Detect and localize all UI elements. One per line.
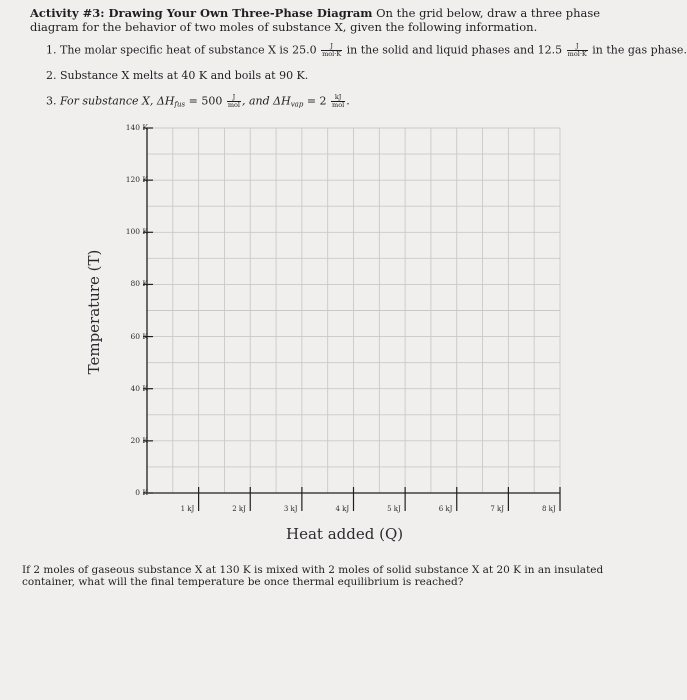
unit-fraction: $\frac{J}{\text{mol}}$	[227, 93, 240, 109]
item-number: 1.	[46, 43, 57, 57]
activity-title: Activity #3: Drawing Your Own Three-Phase Diagram	[30, 6, 373, 20]
x-tick-label: 7 kJ	[490, 505, 505, 513]
activity-instructions: On the grid below, draw a three phase diagram for the behavior of two moles of substance X, given the following information.	[30, 6, 601, 34]
x-tick-label: 3 kJ	[283, 505, 298, 513]
item-number: 3.	[46, 94, 57, 108]
item-text: For substance X, ΔH	[60, 94, 175, 108]
question-text: If 2 moles of gaseous substance X at 130 K is mixed with 2 moles of solid substance X at 20 K in an insulated container, what will the final temperature be once thermal equilibrium is reached?	[22, 564, 604, 588]
y-tick-label: 100 K	[125, 227, 148, 237]
x-tick-label: 4 kJ	[335, 505, 350, 513]
y-tick-label: 140 K	[125, 123, 148, 132]
y-tick-label: 80 K	[130, 279, 148, 289]
x-axis-label: Heat added (Q)	[286, 525, 404, 543]
item-number: 2.	[46, 69, 57, 82]
item-text: , and ΔH	[242, 94, 291, 108]
y-tick-label: 60 K	[130, 331, 148, 341]
item-text: .	[346, 94, 350, 108]
subscript-vap: vap	[290, 100, 304, 109]
x-tick-label: 5 kJ	[387, 505, 401, 513]
subscript-fus: fus	[174, 100, 186, 109]
unit-fraction: $\frac{kJ}{\text{mol}}$	[332, 93, 345, 109]
item-text: in the gas phase.	[592, 43, 687, 57]
y-tick-label: 0 K	[135, 488, 148, 497]
item-value: = 2	[306, 94, 327, 108]
item-text: The molar specific heat of substance X is 25.0	[60, 43, 317, 57]
item-text: Substance X melts at 40 K and boils at 90 K.	[60, 69, 309, 82]
y-axis-label: Temperature (T)	[85, 249, 103, 375]
x-tick-label: 8 kJ	[542, 505, 556, 513]
y-tick-label: 40 K	[130, 383, 148, 393]
x-tick-label: 2 kJ	[232, 505, 246, 513]
unit-fraction: $\frac{J}{\text{mol·K}}$	[322, 42, 342, 58]
x-tick-label: 1 kJ	[180, 505, 195, 513]
item-text: in the solid and liquid phases and 12.5	[346, 43, 563, 57]
x-tick-label: 6 kJ	[438, 505, 453, 513]
y-tick-label: 120 K	[125, 175, 148, 185]
y-tick-label: 20 K	[130, 435, 148, 445]
item-value: = 500	[188, 94, 223, 108]
unit-fraction: $\frac{J}{\text{mol·K}}$	[567, 42, 587, 58]
